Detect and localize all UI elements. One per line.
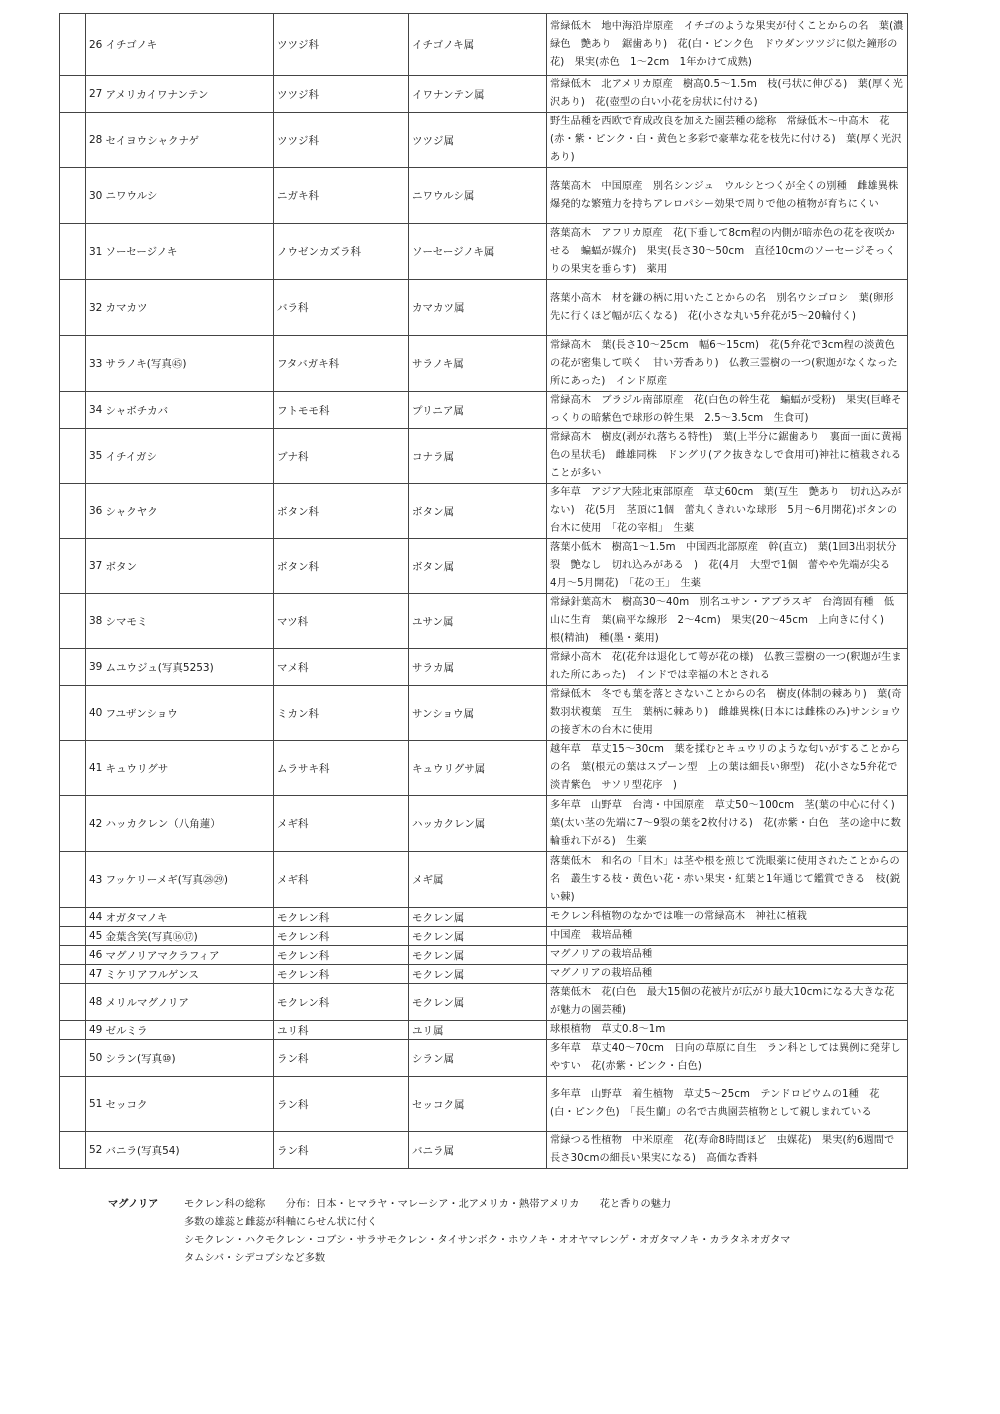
table-row <box>60 168 908 224</box>
description-cell: マグノリアの栽培品種 <box>547 946 908 965</box>
description-cell: 越年草 草丈15～30cm 葉を揉むとキュウリのような匂いがすることからの名 葉(根元の葉はスプーン型 上の葉は細長い卵型) 花(小さな5弁花で淡青紫色 サソリ型花序 ) <box>547 741 908 796</box>
table-row <box>60 484 908 539</box>
genus-cell: サラカ属 <box>409 649 547 686</box>
plant-name-cell: マグノリアマクラフィア <box>103 946 274 965</box>
row-number-cell: 28 <box>86 113 103 168</box>
family-cell: フトモモ科 <box>274 392 409 429</box>
family-cell: ツツジ科 <box>274 76 409 113</box>
row-number-cell: 37 <box>86 539 103 594</box>
row-number-cell: 30 <box>86 168 103 224</box>
genus-cell: ニワウルシ属 <box>409 168 547 224</box>
description-cell: 球根植物 草丈0.8～1m <box>547 1021 908 1040</box>
table-row <box>60 429 908 484</box>
row-number-cell: 43 <box>86 852 103 908</box>
description-cell: 常緑低木 北アメリカ原産 樹高0.5～1.5m 枝(弓状に伸びる) 葉(厚く光沢あり) 花(壺型の白い小花を房状に付ける) <box>547 76 908 113</box>
description-cell: 落葉低木 和名の「目木」は茎や根を煎じて洗眼薬に使用されたことからの名 叢生する枝・黄色い花・赤い果実・紅葉と1年通じて鑑賞できる 枝(鋭い棘) <box>547 852 908 908</box>
genus-cell: セッコク属 <box>409 1077 547 1132</box>
row-number-cell: 42 <box>86 796 103 852</box>
row-number-cell: 52 <box>86 1132 103 1169</box>
row-number-cell: 34 <box>86 392 103 429</box>
table-row <box>60 1132 908 1169</box>
family-cell: ムラサキ科 <box>274 741 409 796</box>
genus-cell: ハッカクレン属 <box>409 796 547 852</box>
row-spacer-cell <box>60 429 86 484</box>
description-cell: 中国産 栽培品種 <box>547 927 908 946</box>
family-cell: マツ科 <box>274 594 409 649</box>
description-cell: 常緑小高木 花(花弁は退化して萼が花の様) 仏教三霊樹の一つ(釈迦が生まれた所にあった) インドでは幸福の木とされる <box>547 649 908 686</box>
genus-cell: バニラ属 <box>409 1132 547 1169</box>
genus-cell: シラン属 <box>409 1040 547 1077</box>
row-number-cell: 33 <box>86 336 103 392</box>
family-cell: ミカン科 <box>274 686 409 741</box>
genus-cell: モクレン属 <box>409 984 547 1021</box>
description-cell: モクレン科植物のなかでは唯一の常緑高木 神社に植栽 <box>547 908 908 927</box>
table-row <box>60 852 908 908</box>
row-spacer-cell <box>60 484 86 539</box>
row-spacer-cell <box>60 76 86 113</box>
row-number-cell: 31 <box>86 224 103 280</box>
genus-cell: ソーセージノキ属 <box>409 224 547 280</box>
table-row <box>60 796 908 852</box>
description-cell: 野生品種を西欧で育成改良を加えた園芸種の総称 常緑低木～中高木 花(赤・紫・ピンク・白・黄色と多彩で豪華な花を枝先に付ける) 葉(厚く光沢あり) <box>547 113 908 168</box>
table-row <box>60 927 908 946</box>
table-row <box>60 686 908 741</box>
description-cell: 多年草 山野草 着生植物 草丈5～25cm テンドロビウムの1種 花(白・ピンク色) 「長生蘭」の名で古典園芸植物として親しまれている <box>547 1077 908 1132</box>
plant-name-cell: カマカツ <box>103 280 274 336</box>
table-row <box>60 908 908 927</box>
genus-cell: イチゴノキ属 <box>409 14 547 76</box>
genus-cell: メギ属 <box>409 852 547 908</box>
row-number-cell: 44 <box>86 908 103 927</box>
row-number-cell: 48 <box>86 984 103 1021</box>
family-cell: フタバガキ科 <box>274 336 409 392</box>
row-spacer-cell <box>60 1021 86 1040</box>
family-cell: メギ科 <box>274 852 409 908</box>
row-spacer-cell <box>60 594 86 649</box>
genus-cell: モクレン属 <box>409 908 547 927</box>
genus-cell: モクレン属 <box>409 946 547 965</box>
row-number-cell: 32 <box>86 280 103 336</box>
genus-cell: コナラ属 <box>409 429 547 484</box>
table-row <box>60 1077 908 1132</box>
family-cell: モクレン科 <box>274 946 409 965</box>
plant-table-body <box>60 14 908 1169</box>
plant-name-cell: シマモミ <box>103 594 274 649</box>
footnote-line-4: タムシバ・シデコブシなど多数 <box>184 1253 326 1264</box>
row-number-cell: 38 <box>86 594 103 649</box>
footnote-heading: マグノリア <box>108 1199 159 1210</box>
family-cell: ラン科 <box>274 1077 409 1132</box>
genus-cell: モクレン属 <box>409 965 547 984</box>
row-number-cell: 50 <box>86 1040 103 1077</box>
description-cell: 多年草 草丈40～70cm 日向の草原に自生 ラン科としては異例に発芽しやすい 花(赤紫・ピンク・白色) <box>547 1040 908 1077</box>
genus-cell: キュウリグサ属 <box>409 741 547 796</box>
plant-name-cell: メリルマグノリア <box>103 984 274 1021</box>
plant-name-cell: セッコク <box>103 1077 274 1132</box>
description-cell: 常緑低木 冬でも葉を落とさないことからの名 樹皮(体制の棘あり) 葉(奇数羽状複葉 互生 葉柄に棘あり) 雌雄異株(日本には雌株のみ)サンショウの接ぎ木の台木に使用 <box>547 686 908 741</box>
description-cell: 落葉高木 中国原産 別名シンジュ ウルシとつくが全くの別種 雌雄異株 爆発的な繁殖力を持ちアレロパシー効果で周りで他の植物が育ちにくい <box>547 168 908 224</box>
row-number-cell: 26 <box>86 14 103 76</box>
description-cell: 常緑高木 樹皮(剥がれ落ちる特性) 葉(上半分に鋸歯あり 裏面一面に黄褐色の星状毛) 雌雄同株 ドングリ(アク抜きなしで食用可)神社に植栽されることが多い <box>547 429 908 484</box>
plant-name-cell: ニワウルシ <box>103 168 274 224</box>
row-spacer-cell <box>60 539 86 594</box>
plant-name-cell: キュウリグサ <box>103 741 274 796</box>
description-cell: 落葉小低木 樹高1～1.5m 中国西北部原産 幹(直立) 葉(1回3出羽状分裂 艶なし 切れ込みがある ) 花(4月 大型で1個 蕾やや先端が尖る 4月～5月開花) 「花の王」 生薬 <box>547 539 908 594</box>
row-number-cell: 41 <box>86 741 103 796</box>
family-cell: ノウゼンカズラ科 <box>274 224 409 280</box>
row-number-cell: 39 <box>86 649 103 686</box>
row-spacer-cell <box>60 908 86 927</box>
row-spacer-cell <box>60 946 86 965</box>
family-cell: マメ科 <box>274 649 409 686</box>
table-row <box>60 392 908 429</box>
table-row <box>60 76 908 113</box>
plant-name-cell: ボタン <box>103 539 274 594</box>
row-spacer-cell <box>60 984 86 1021</box>
plant-name-cell: オガタマノキ <box>103 908 274 927</box>
row-spacer-cell <box>60 224 86 280</box>
genus-cell: カマカツ属 <box>409 280 547 336</box>
footnote-line-1: モクレン科の総称 分布：日本・ヒマラヤ・マレーシア・北アメリカ・熱帯アメリカ 花と香りの魅力 <box>184 1199 672 1210</box>
footnote-line-2: 多数の雄蕊と雌蕊が科軸にらせん状に付く <box>184 1217 378 1228</box>
row-number-cell: 36 <box>86 484 103 539</box>
description-cell: 落葉高木 アフリカ原産 花(下垂して8cm程の内側が暗赤色の花を夜咲かせる 蝙蝠が媒介) 果実(長さ30～50cm 直径10cmのソーセージそっくりの果実を垂らす) 薬用 <box>547 224 908 280</box>
plant-name-cell: サラノキ(写真㊺) <box>103 336 274 392</box>
description-cell: 常緑高木 葉(長さ10～25cm 幅6～15cm) 花(5弁花で3cm程の淡黄色の花が密集して咲く 甘い芳香あり) 仏教三霊樹の一つ(釈迦がなくなった所にあった) インド原産 <box>547 336 908 392</box>
row-number-cell: 45 <box>86 927 103 946</box>
genus-cell: モクレン属 <box>409 927 547 946</box>
plant-name-cell: セイヨウシャクナゲ <box>103 113 274 168</box>
plant-table <box>59 13 908 1169</box>
row-spacer-cell <box>60 392 86 429</box>
description-cell: 常緑針葉高木 樹高30～40m 別名ユサン・アブラスギ 台湾固有種 低山に生育 葉(扁平な線形 2～4cm) 果実(20～45cm 上向きに付く) 根(精油) 種(墨・薬用) <box>547 594 908 649</box>
family-cell: ツツジ科 <box>274 14 409 76</box>
table-row <box>60 984 908 1021</box>
plant-name-cell: シャクヤク <box>103 484 274 539</box>
plant-name-cell: バニラ(写真54) <box>103 1132 274 1169</box>
table-row <box>60 946 908 965</box>
table-row <box>60 965 908 984</box>
family-cell: バラ科 <box>274 280 409 336</box>
row-spacer-cell <box>60 168 86 224</box>
description-cell: 多年草 山野草 台湾・中国原産 草丈50～100cm 茎(葉の中心に付く) 葉(太い茎の先端に7～9裂の葉を2枚付ける) 花(赤紫・白色 茎の途中に数輪垂れ下がる) 生薬 <box>547 796 908 852</box>
family-cell: ツツジ科 <box>274 113 409 168</box>
row-number-cell: 27 <box>86 76 103 113</box>
table-row <box>60 649 908 686</box>
table-row <box>60 1021 908 1040</box>
row-spacer-cell <box>60 14 86 76</box>
table-row <box>60 113 908 168</box>
row-spacer-cell <box>60 1132 86 1169</box>
row-spacer-cell <box>60 927 86 946</box>
row-spacer-cell <box>60 649 86 686</box>
genus-cell: ツツジ属 <box>409 113 547 168</box>
genus-cell: ユリ属 <box>409 1021 547 1040</box>
plant-name-cell: フユザンショウ <box>103 686 274 741</box>
row-spacer-cell <box>60 280 86 336</box>
family-cell: ボタン科 <box>274 484 409 539</box>
table-row <box>60 14 908 76</box>
plant-name-cell: ムユウジュ(写真5253) <box>103 649 274 686</box>
family-cell: ボタン科 <box>274 539 409 594</box>
table-row <box>60 224 908 280</box>
plant-name-cell: フッケリーメギ(写真㉘㉙) <box>103 852 274 908</box>
footnote-magnolia <box>108 1196 790 1268</box>
plant-name-cell: ソーセージノキ <box>103 224 274 280</box>
family-cell: ブナ科 <box>274 429 409 484</box>
family-cell: ラン科 <box>274 1132 409 1169</box>
description-cell: 落葉小高木 材を鎌の柄に用いたことからの名 別名ウシゴロシ 葉(卵形 先に行くほど幅が広くなる) 花(小さな丸い5弁花が5～20輪付く) <box>547 280 908 336</box>
description-cell: 常緑高木 ブラジル南部原産 花(白色の幹生花 蝙蝠が受粉) 果実(巨峰そっくりの暗紫色で球形の幹生果 2.5～3.5cm 生食可) <box>547 392 908 429</box>
family-cell: モクレン科 <box>274 965 409 984</box>
genus-cell: プリニア属 <box>409 392 547 429</box>
table-row <box>60 741 908 796</box>
genus-cell: イワナンテン属 <box>409 76 547 113</box>
plant-name-cell: 金葉含笑(写真⑯⑰) <box>103 927 274 946</box>
genus-cell: ユサン属 <box>409 594 547 649</box>
row-spacer-cell <box>60 686 86 741</box>
family-cell: モクレン科 <box>274 908 409 927</box>
row-number-cell: 49 <box>86 1021 103 1040</box>
row-number-cell: 51 <box>86 1077 103 1132</box>
plant-name-cell: アメリカイワナンテン <box>103 76 274 113</box>
table-row <box>60 280 908 336</box>
plant-name-cell: ゼルミラ <box>103 1021 274 1040</box>
row-spacer-cell <box>60 336 86 392</box>
description-cell: 多年草 アジア大陸北東部原産 草丈60cm 葉(互生 艶あり 切れ込みがない) 花(5月 茎頂に1個 蕾丸くきれいな球形 5月～6月開花)ボタンの台木に使用 「花の宰相」 生薬 <box>547 484 908 539</box>
plant-name-cell: ハッカクレン（八角蓮） <box>103 796 274 852</box>
family-cell: ニガキ科 <box>274 168 409 224</box>
plant-name-cell: イチゴノキ <box>103 14 274 76</box>
family-cell: ユリ科 <box>274 1021 409 1040</box>
footnote-line-3: シモクレン・ハクモクレン・コブシ・サラサモクレン・タイサンボク・ホウノキ・オオヤマレンゲ・オガタマノキ・カラタネオガタマ <box>184 1235 791 1246</box>
plant-name-cell: シラン(写真⑩) <box>103 1040 274 1077</box>
plant-name-cell: イチイガシ <box>103 429 274 484</box>
table-row <box>60 539 908 594</box>
table-row <box>60 336 908 392</box>
genus-cell: ボタン属 <box>409 539 547 594</box>
genus-cell: サラノキ属 <box>409 336 547 392</box>
row-number-cell: 47 <box>86 965 103 984</box>
row-number-cell: 46 <box>86 946 103 965</box>
table-row <box>60 1040 908 1077</box>
row-number-cell: 40 <box>86 686 103 741</box>
genus-cell: ボタン属 <box>409 484 547 539</box>
row-spacer-cell <box>60 741 86 796</box>
row-spacer-cell <box>60 796 86 852</box>
family-cell: モクレン科 <box>274 927 409 946</box>
table-row <box>60 594 908 649</box>
plant-name-cell: シャボチカバ <box>103 392 274 429</box>
row-spacer-cell <box>60 965 86 984</box>
family-cell: メギ科 <box>274 796 409 852</box>
row-spacer-cell <box>60 852 86 908</box>
family-cell: モクレン科 <box>274 984 409 1021</box>
row-spacer-cell <box>60 1040 86 1077</box>
description-cell: 常緑低木 地中海沿岸原産 イチゴのような果実が付くことからの名 葉(濃緑色 艶あり 鋸歯あり) 花(白・ピンク色 ドウダンツツジに似た鐘形の花) 果実(赤色 1～2cm 1年かけて成熟) <box>547 14 908 76</box>
description-cell: マグノリアの栽培品種 <box>547 965 908 984</box>
description-cell: 常緑つる性植物 中米原産 花(寿命8時間ほど 虫媒花) 果実(約6週間で長さ30cmの細長い果実になる) 高価な香料 <box>547 1132 908 1169</box>
row-spacer-cell <box>60 113 86 168</box>
plant-name-cell: ミケリアフルゲンス <box>103 965 274 984</box>
description-cell: 落葉低木 花(白色 最大15個の花被片が広がり最大10cmになる大きな花が魅力の園芸種) <box>547 984 908 1021</box>
genus-cell: サンショウ属 <box>409 686 547 741</box>
family-cell: ラン科 <box>274 1040 409 1077</box>
row-spacer-cell <box>60 1077 86 1132</box>
row-number-cell: 35 <box>86 429 103 484</box>
